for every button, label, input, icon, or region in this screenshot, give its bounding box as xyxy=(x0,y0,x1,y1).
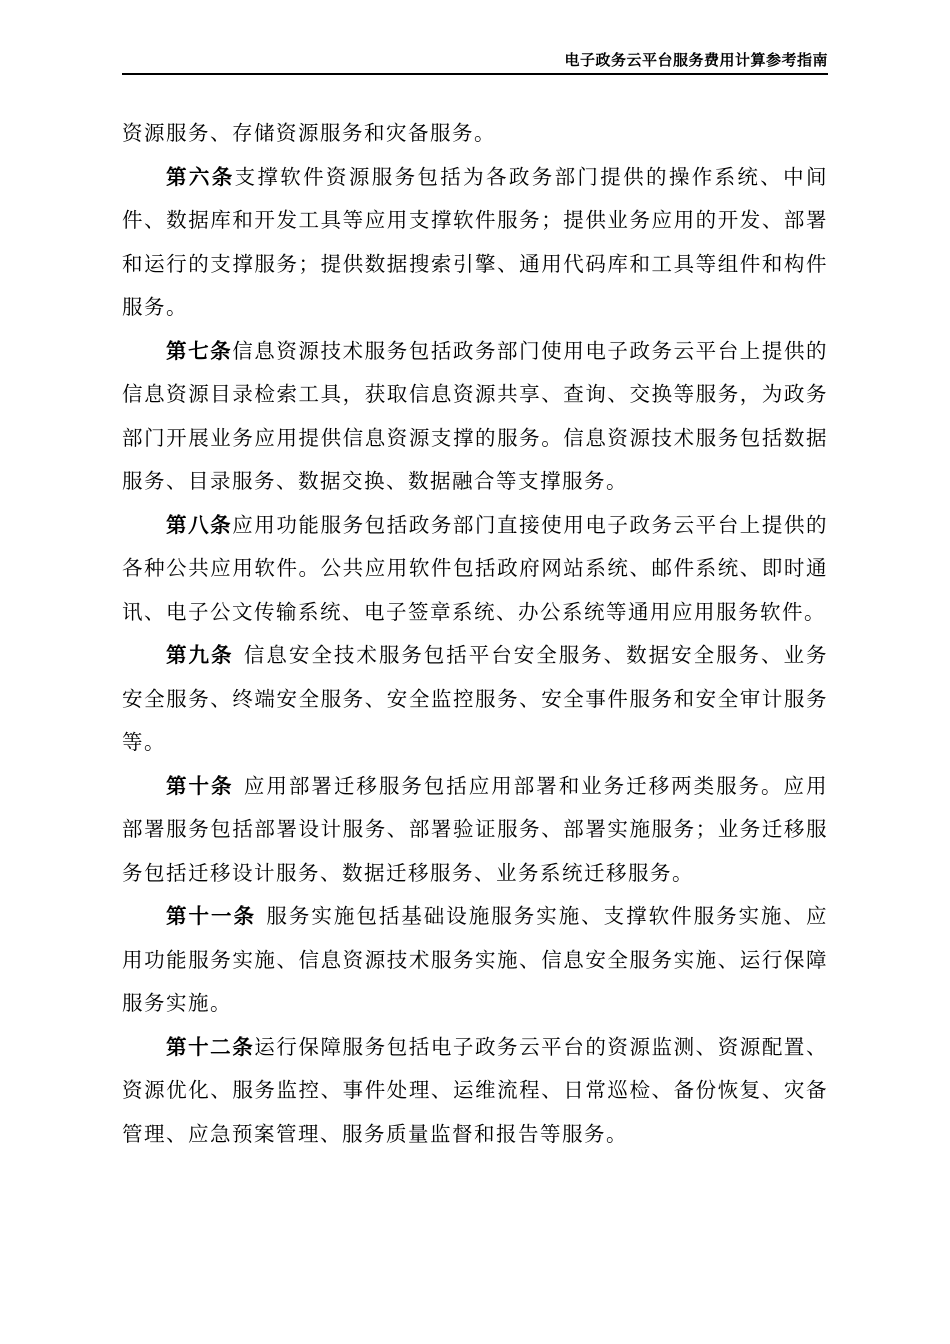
article-number: 第八条 xyxy=(166,512,233,537)
article-11 xyxy=(122,895,828,1026)
document-body xyxy=(122,112,828,1156)
paragraph-text: 资源服务、存储资源服务和灾备服务。 xyxy=(122,121,496,145)
article-number: 第九条 xyxy=(166,643,234,667)
article-text: 支撑软件资源服务包括为各政务部门提供的操作系统、中间件、数据库和开发工具等应用支撑软件服务；提供业务应用的开发、部署和运行的支撑服务；提供数据搜索引擎、通用代码库和工具等组件和构件服务。 xyxy=(122,164,829,319)
article-text: 服务实施包括基础设施服务实施、支撑软件服务实施、应用功能服务实施、信息资源技术服务实施、信息安全服务实施、运行保障服务实施。 xyxy=(122,904,829,1015)
running-header: 电子政务云平台服务费用计算参考指南 xyxy=(564,51,828,69)
article-6 xyxy=(122,156,828,330)
article-number: 第十二条 xyxy=(166,1034,255,1059)
header-rule xyxy=(122,73,828,75)
article-number: 第六条 xyxy=(166,164,235,189)
article-text: 应用功能服务包括政务部门直接使用电子政务云平台上提供的各种公共应用软件。公共应用软件包括政府网站系统、邮件系统、即时通讯、电子公文传输系统、电子签章系统、办公系统等通用应用服务软件。 xyxy=(122,512,829,624)
article-number: 第十条 xyxy=(166,773,234,798)
article-12 xyxy=(122,1026,828,1157)
article-8 xyxy=(122,504,828,635)
article-text: 运行保障服务包括电子政务云平台的资源监测、资源配置、资源优化、服务监控、事件处理、运维流程、日常巡检、备份恢复、灾备管理、应急预案管理、服务质量监督和报告等服务。 xyxy=(122,1034,829,1146)
article-7 xyxy=(122,330,828,504)
paragraph-continuation xyxy=(122,112,828,156)
article-10 xyxy=(122,765,828,896)
article-number: 第七条 xyxy=(166,338,233,363)
article-9 xyxy=(122,634,828,765)
article-text: 应用部署迁移服务包括应用部署和业务迁移两类服务。应用部署服务包括部署设计服务、部署验证服务、部署实施服务；业务迁移服务包括迁移设计服务、数据迁移服务、业务系统迁移服务。 xyxy=(122,773,829,885)
article-text: 信息资源技术服务包括政务部门使用电子政务云平台上提供的信息资源目录检索工具，获取信息资源共享、查询、交换等服务，为政务部门开展业务应用提供信息资源支撑的服务。信息资源技术服务包括数据服务、目录服务、数据交换、数据融合等支撑服务。 xyxy=(122,338,829,493)
article-text: 信息安全技术服务包括平台安全服务、数据安全服务、业务安全服务、终端安全服务、安全监控服务、安全事件服务和安全审计服务等。 xyxy=(122,643,829,754)
article-number: 第十一条 xyxy=(166,904,256,928)
